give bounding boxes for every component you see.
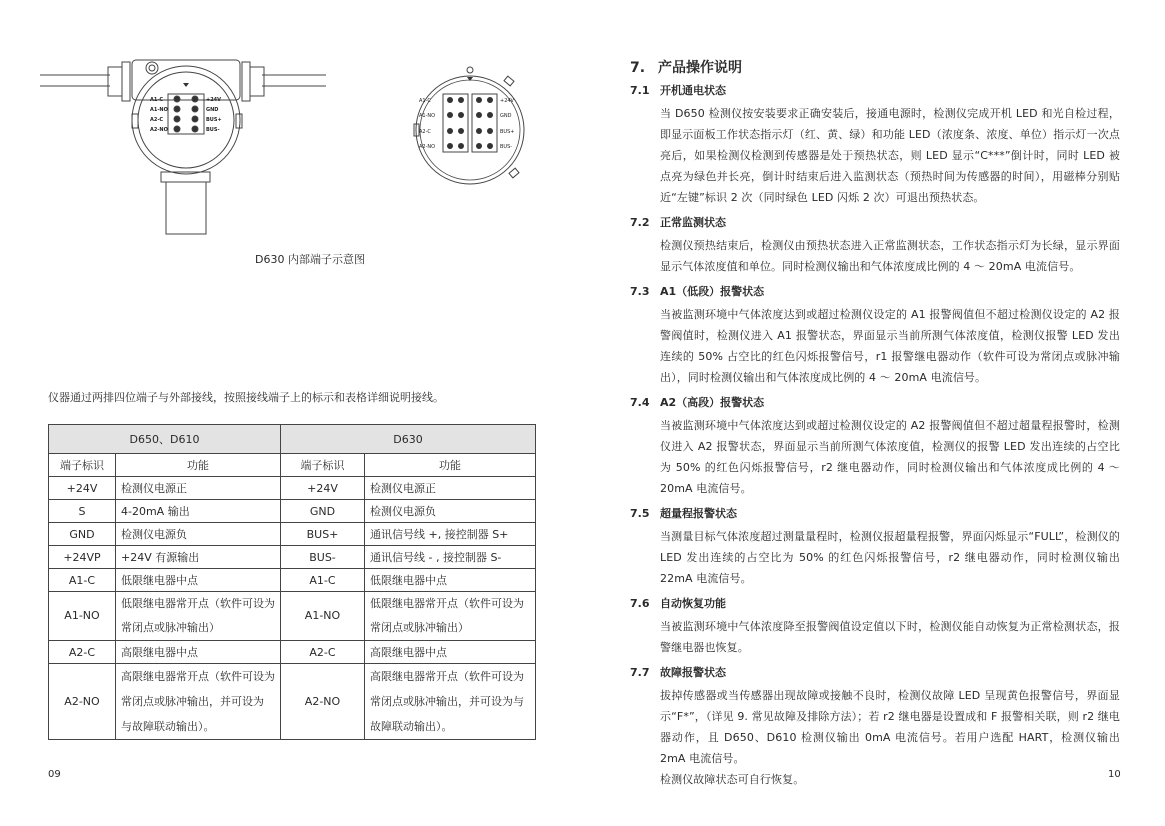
operation-instructions: [630, 57, 1120, 797]
subsection-text: 当被监测环境中气体浓度达到或超过检测仪设定的 A1 报警阀值但不超过检测仪设定的 A2 报警阀值时，检测仪进入 A1 报警状态，界面显示当前所测气体浓度值，检测仪报警 LED 发出连续的 50% 占空比的红色闪烁报警信号，r1 报警继电器动作（软件可设为常闭点或脉冲输出），同时检测仪输出和气体浓度成比例的 4 ～ 20mA 电流信号。: [660, 308, 1120, 384]
terminal-id: A1-NO: [281, 592, 365, 641]
subsection-heading: [630, 284, 1120, 300]
table-row: [49, 523, 536, 546]
svg-text:+24V: +24V: [500, 98, 514, 104]
terminal-id: +24V: [49, 477, 116, 500]
terminal-function: 检测仪电源正: [116, 477, 281, 500]
terminal-function: 高限继电器常开点（软件可设为常闭点或脉冲输出，并可设为 与故障联动输出）。: [116, 664, 281, 740]
subsection-text: 检测仪预热结束后，检测仪由预热状态进入正常监测状态，工作状态指示灯为长绿，显示界面显示气体浓度值和单位。同时检测仪输出和气体浓度成比例的 4 ～ 20mA 电流信号。: [660, 239, 1120, 273]
page-number-right: 10: [1108, 769, 1121, 780]
group-header-d630: D630: [281, 425, 536, 454]
terminal-function: 通讯信号线 +, 接控制器 S+: [365, 523, 536, 546]
diagram-caption: D630 内部端子示意图: [255, 253, 365, 266]
subsection-title: 正常监测状态: [660, 216, 726, 229]
table-row: [49, 592, 536, 641]
section-title: 产品操作说明: [658, 60, 742, 76]
terminal-id: A2-NO: [49, 664, 116, 740]
housing: [132, 60, 242, 234]
table-row: [49, 664, 536, 740]
page-number-left: 09: [48, 769, 61, 780]
subsection-heading: [630, 596, 1120, 612]
terminal-id: A2-C: [49, 641, 116, 664]
terminal-function: 高限继电器常开点（软件可设为常闭点或脉冲输出，并可设为与故障联动输出）。: [365, 664, 536, 740]
subsection-title: 故障报警状态: [660, 666, 726, 679]
svg-text:GND: GND: [500, 113, 512, 119]
wiring-intro: 仪器通过两排四位端子与外部接线，按照接线端子上的标示和表格详细说明接线。: [48, 391, 444, 404]
subsection-heading: [630, 665, 1120, 681]
terminal-id: GND: [49, 523, 116, 546]
subsection-text: 检测仪故障状态可自行恢复。: [660, 773, 805, 786]
svg-text:BUS-: BUS-: [206, 127, 220, 133]
terminal-function: 4-20mA 输出: [116, 500, 281, 523]
svg-text:A1-NO: A1-NO: [150, 107, 168, 113]
table-row: [49, 500, 536, 523]
col-terminal-header: 端子标识: [49, 454, 116, 477]
subsection-text: 当被监测环境中气体浓度降至报警阀值设定值以下时，检测仪能自动恢复为正常检测状态，报警继电器也恢复。: [660, 620, 1120, 654]
subsection-number: 7.2: [630, 216, 650, 229]
table-row: [49, 569, 536, 592]
subsection-text: 当测量目标气体浓度超过测量量程时，检测仪报超量程报警，界面闪烁显示“FULL”，检测仪的 LED 发出连续的占空比为 50% 的红色闪烁报警信号，r2 继电器动作，同时检测仪输出 22mA 电流信号。: [660, 530, 1120, 585]
subsection-number: 7.7: [630, 666, 650, 679]
subsection-title: A1（低段）报警状态: [660, 285, 765, 298]
svg-text:BUS+: BUS+: [500, 129, 515, 135]
terminal-function: 低限继电器中点: [116, 569, 281, 592]
table-row: [49, 546, 536, 569]
terminal-function: 通讯信号线 - , 接控制器 S-: [365, 546, 536, 569]
large-right-labels: [206, 97, 222, 133]
subsection-title: 超量程报警状态: [660, 507, 737, 520]
terminal-function: 高限继电器中点: [365, 641, 536, 664]
subsection-text: 当 D650 检测仪按安装要求正确安装后，接通电源时，检测仪完成开机 LED 和光自检过程，即显示面板工作状态指示灯（红、黄、绿）和功能 LED（浓度条、浓度、单位）指示灯一次点亮后，如果检测仪检测到传感器是处于预热状态，则 LED 显示“C***”倒计时，同时 LED 被点亮为绿色并长亮，倒计时结束后进入监测状态（预热时间为传感器的时间），用磁棒分别贴近“左键”标识 2 次（同时绿色 LED 闪烁 2 次）可退出预热状态。: [660, 107, 1120, 204]
terminal-table: [48, 424, 536, 740]
svg-text:GND: GND: [206, 107, 219, 113]
table-row: [49, 477, 536, 500]
svg-text:A2-C: A2-C: [150, 117, 164, 123]
subsection-title: 开机通电状态: [660, 84, 726, 97]
terminal-id: A1-NO: [49, 592, 116, 641]
svg-text:A2-C: A2-C: [419, 129, 431, 135]
terminal-function: +24V 有源输出: [116, 546, 281, 569]
col-function-header: 功能: [365, 454, 536, 477]
terminal-id: S: [49, 500, 116, 523]
conduit-pipes: [40, 62, 326, 101]
terminal-id: A2-NO: [281, 664, 365, 740]
subsection-heading: [630, 83, 1120, 99]
large-left-labels: [150, 97, 168, 133]
svg-text:A1-NO: A1-NO: [419, 113, 436, 119]
terminal-view-round: [414, 67, 524, 184]
terminal-function: 检测仪电源负: [365, 500, 536, 523]
svg-text:BUS-: BUS-: [500, 144, 513, 150]
subsection-number: 7.6: [630, 597, 650, 610]
terminal-id: A1-C: [49, 569, 116, 592]
subsection-number: 7.3: [630, 285, 650, 298]
terminal-id: A1-C: [281, 569, 365, 592]
terminal-id: BUS-: [281, 546, 365, 569]
subsection-text: 当被监测环境中气体浓度达到或超过检测仪设定的 A2 报警阀值但不超过超量程报警时，检测仪进入 A2 报警状态，界面显示当前所测气体浓度值，检测仪的报警 LED 发出连续的占空比为 50% 的红色闪烁报警信号，r2 继电器动作，同时检测仪输出和气体浓度成比例的 4 ～ 20mA 电流信号。: [660, 419, 1120, 495]
terminal-function: 低限继电器常开点（软件可设为常闭点或脉冲输出）: [365, 592, 536, 641]
svg-text:+24V: +24V: [206, 97, 222, 103]
table-row: [49, 641, 536, 664]
svg-text:A1-C: A1-C: [150, 97, 164, 103]
svg-text:A2-NO: A2-NO: [150, 127, 168, 133]
subsection-heading: [630, 215, 1120, 231]
terminal-id: A2-C: [281, 641, 365, 664]
terminal-id: GND: [281, 500, 365, 523]
subsection-text: 拔掉传感器或当传感器出现故障或接触不良时，检测仪故障 LED 呈现黄色报警信号，界面显示“F*”，（详见 9. 常见故障及排除方法）；若 r2 继电器是设置成和 F 报警相关联，则 r2 继电器动作，且 D650、D610 检测仪输出 0mA 电流信号。若用户选配 HART，检测仪输出 2mA 电流信号。: [660, 689, 1120, 765]
svg-text:BUS+: BUS+: [206, 117, 222, 123]
terminal-function: 检测仪电源负: [116, 523, 281, 546]
terminal-function: 高限继电器中点: [116, 641, 281, 664]
terminal-id: BUS+: [281, 523, 365, 546]
subsection-number: 7.4: [630, 396, 650, 409]
col-function-header: 功能: [116, 454, 281, 477]
subsection-number: 7.1: [630, 84, 650, 97]
terminal-function: 检测仪电源正: [365, 477, 536, 500]
subsection-title: 自动恢复功能: [660, 597, 726, 610]
col-terminal-header: 端子标识: [281, 454, 365, 477]
subsection-heading: [630, 506, 1120, 522]
svg-text:A2-NO: A2-NO: [419, 144, 436, 150]
terminal-function: 低限继电器中点: [365, 569, 536, 592]
arrow-down-icon: [183, 83, 189, 87]
subsection-number: 7.5: [630, 507, 650, 520]
terminal-id: +24VP: [49, 546, 116, 569]
section-heading: [630, 57, 1120, 79]
terminal-function: 低限继电器常开点（软件可设为常闭点或脉冲输出）: [116, 592, 281, 641]
group-header-d650: D650、D610: [49, 425, 281, 454]
terminal-id: +24V: [281, 477, 365, 500]
section-number: 7.: [630, 60, 646, 76]
terminal-diagram: [40, 50, 540, 245]
svg-text:A1-C: A1-C: [419, 98, 431, 104]
subsection-heading: [630, 395, 1120, 411]
subsection-title: A2（高段）报警状态: [660, 396, 765, 409]
small-right-labels: [500, 98, 515, 150]
